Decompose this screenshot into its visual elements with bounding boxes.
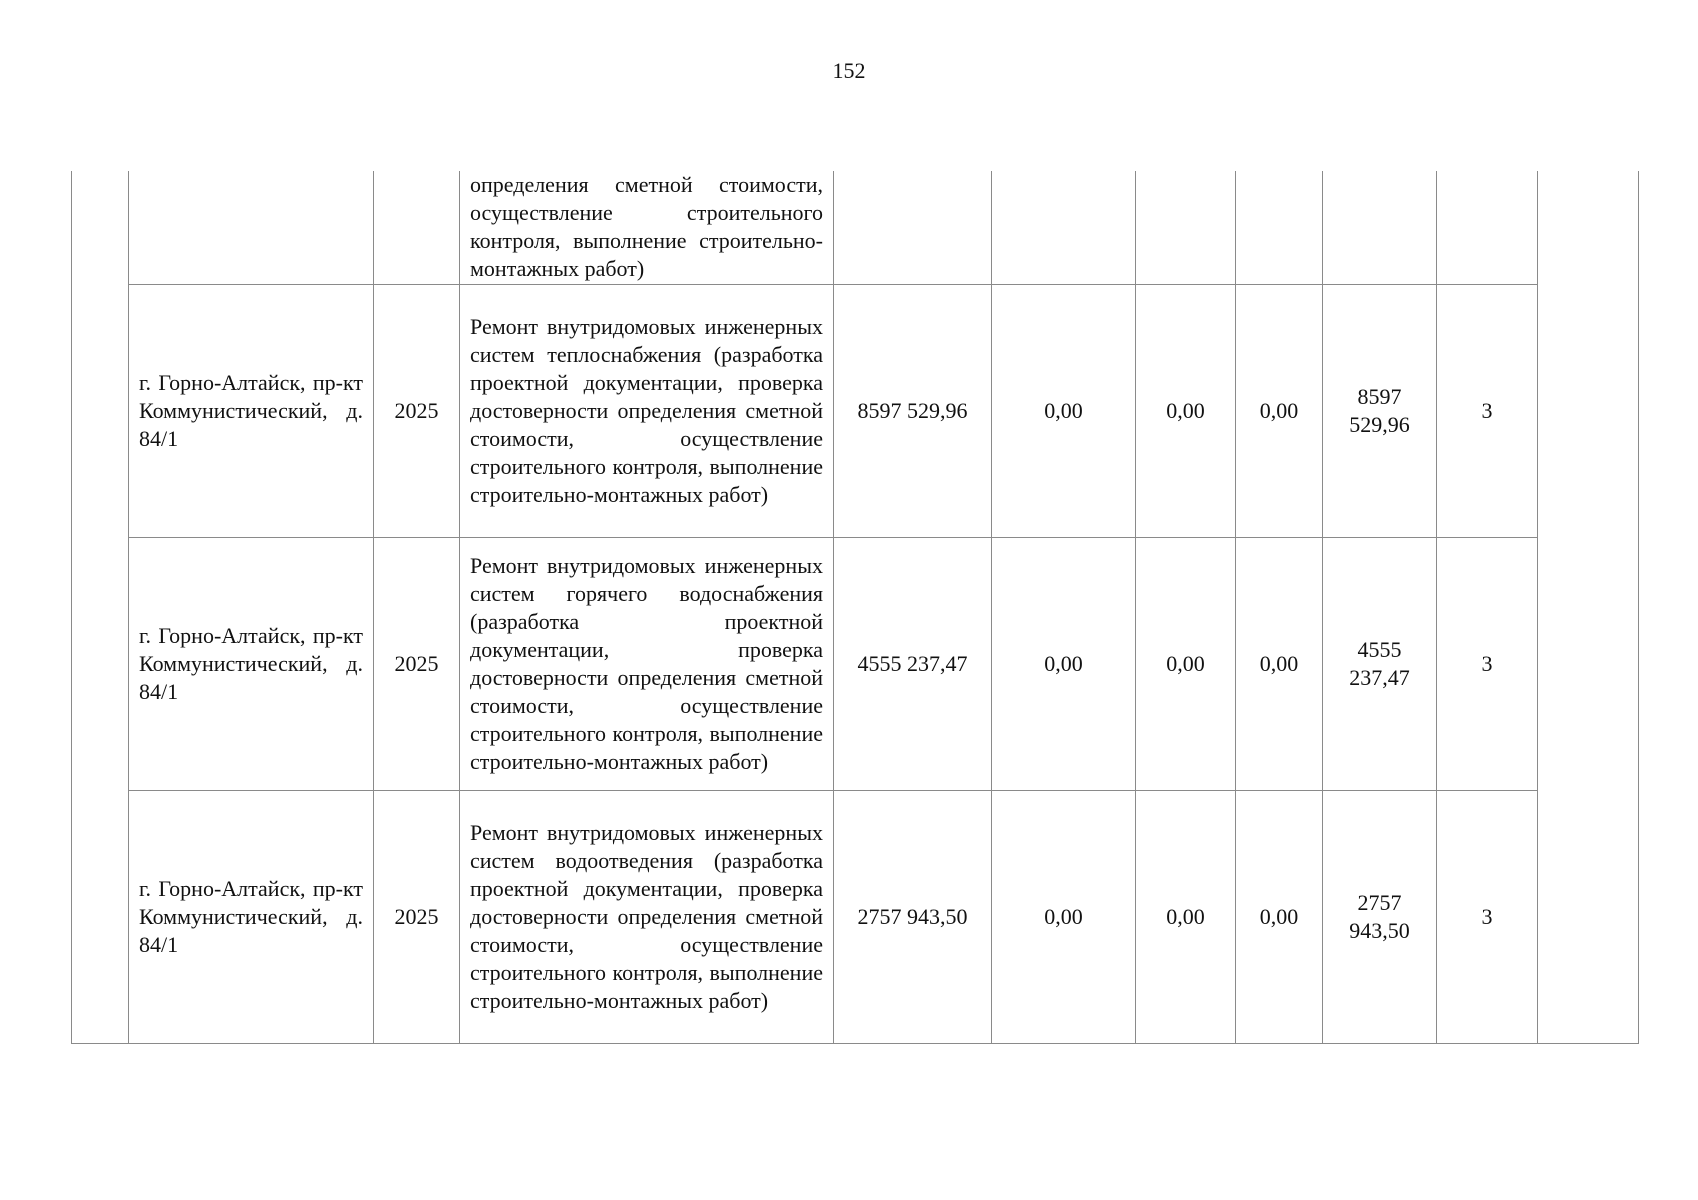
fund-cell: 4555 237,47 <box>1323 537 1437 790</box>
table-row <box>72 537 1639 790</box>
page-number: 152 <box>832 58 866 83</box>
col-c-cell <box>1236 171 1323 284</box>
col-a-cell <box>992 171 1136 284</box>
year-cell <box>374 171 460 284</box>
total-cell: 2757 943,50 <box>834 790 992 1043</box>
address-cell <box>129 171 374 284</box>
code-cell: 3 <box>1437 537 1538 790</box>
total-cell: 8597 529,96 <box>834 284 992 537</box>
description-cell: определения сметной стоимости, осуществление строительного контроля, выполнение строительно-монтажных работ) <box>460 171 834 284</box>
col-a-cell: 0,00 <box>992 284 1136 537</box>
year-cell: 2025 <box>374 790 460 1043</box>
col-c-cell: 0,00 <box>1236 284 1323 537</box>
col-a-cell: 0,00 <box>992 537 1136 790</box>
continuation-row <box>72 171 1639 284</box>
description-cell: Ремонт внутридомовых инженерных систем водоотведения (разработка проектной документации, проверка достоверности определения сметной стоимости, осуществление строительного контроля, выполнение строительно-монтажных работ) <box>460 790 834 1043</box>
address-cell: г. Горно-Алтайск, пр-кт Коммунистический, д. 84/1 <box>129 284 374 537</box>
code-cell <box>1437 171 1538 284</box>
year-cell: 2025 <box>374 284 460 537</box>
table-row <box>72 790 1639 1043</box>
col-b-cell <box>1136 171 1236 284</box>
number-cell <box>72 171 129 1043</box>
address-cell: г. Горно-Алтайск, пр-кт Коммунистический, д. 84/1 <box>129 790 374 1043</box>
fund-cell: 2757 943,50 <box>1323 790 1437 1043</box>
total-cell <box>834 171 992 284</box>
col-a-cell: 0,00 <box>992 790 1136 1043</box>
address-cell: г. Горно-Алтайск, пр-кт Коммунистический, д. 84/1 <box>129 537 374 790</box>
description-cell: Ремонт внутридомовых инженерных систем горячего водоснабжения (разработка проектной документации, проверка достоверности определения сметной стоимости, осуществление строительного контроля, выполнение строительно-монтажных работ) <box>460 537 834 790</box>
code-cell: 3 <box>1437 790 1538 1043</box>
col-c-cell: 0,00 <box>1236 537 1323 790</box>
fund-cell: 8597 529,96 <box>1323 284 1437 537</box>
col-b-cell: 0,00 <box>1136 790 1236 1043</box>
description-cell: Ремонт внутридомовых инженерных систем теплоснабжения (разработка проектной документации, проверка достоверности определения сметной стоимости, осуществление строительного контроля, выполнение строительно-монтажных работ) <box>460 284 834 537</box>
last-cell <box>1538 171 1639 1043</box>
year-cell: 2025 <box>374 537 460 790</box>
table-row <box>72 284 1639 537</box>
col-b-cell: 0,00 <box>1136 537 1236 790</box>
fund-cell <box>1323 171 1437 284</box>
col-c-cell: 0,00 <box>1236 790 1323 1043</box>
code-cell: 3 <box>1437 284 1538 537</box>
col-b-cell: 0,00 <box>1136 284 1236 537</box>
works-table <box>71 171 1639 1044</box>
total-cell: 4555 237,47 <box>834 537 992 790</box>
